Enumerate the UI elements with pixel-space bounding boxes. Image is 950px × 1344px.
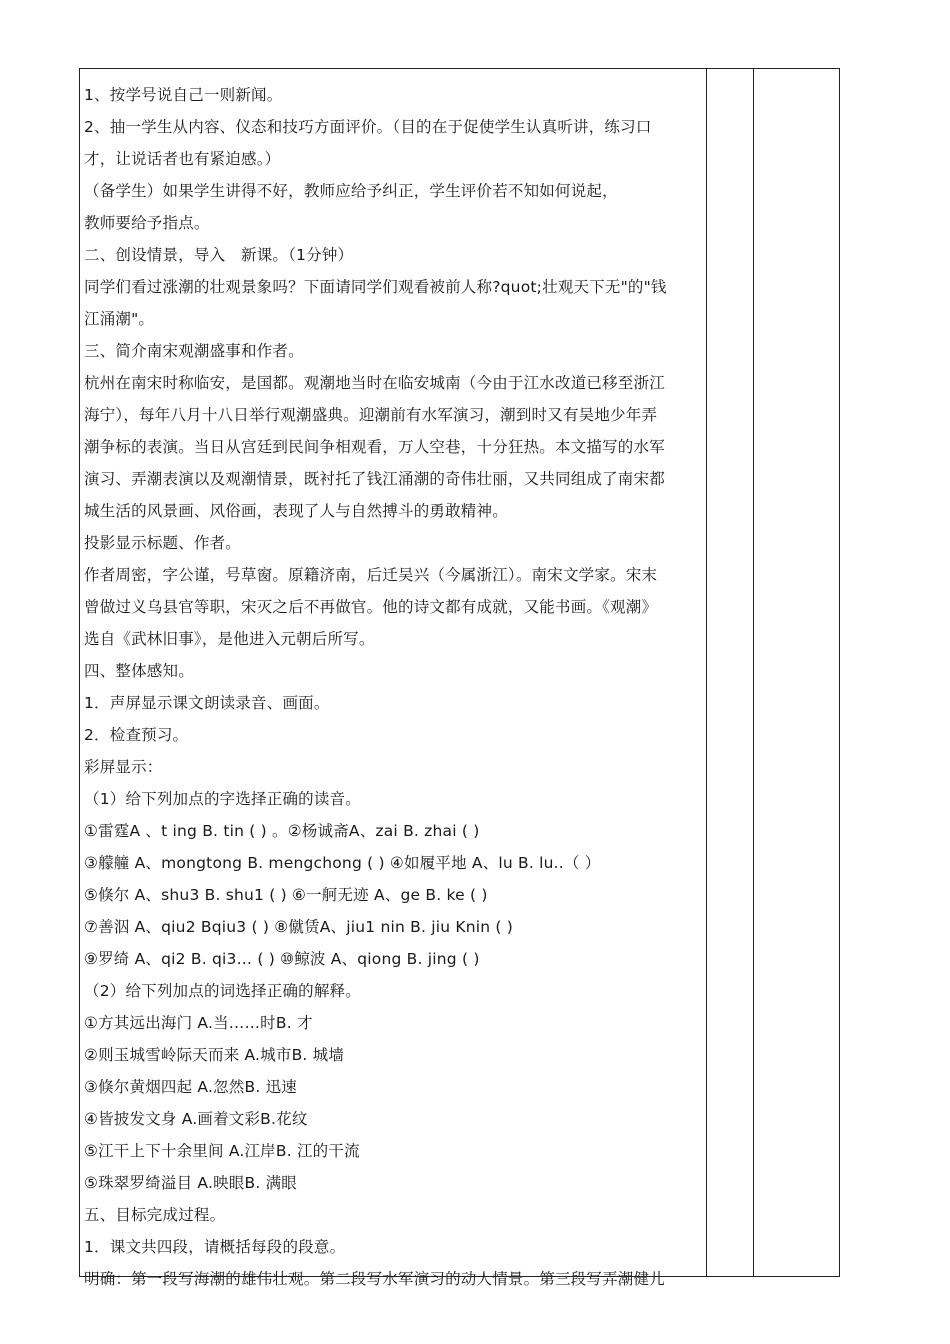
text-line: 1．声屏显示课文朗读录音、画面。 (84, 694, 330, 712)
text-line: 作者周密，字公谨，号草窗。原籍济南，后迁吴兴（今属浙江）。南宋文学家。宋末 (84, 566, 658, 584)
exercise-item: ⑤珠翠罗绮溢目 A.映眼B. 满眼 (84, 1174, 297, 1192)
text-line: 彩屏显示： (84, 758, 163, 776)
lesson-content-cell (84, 80, 706, 1288)
exercise-item: ⑤倏尔 A、shu3 B. shu1 ( ) ⑥一舸无迹 A、ge B. ke ( ) (84, 886, 488, 904)
text-line: 才，让说话者也有紧迫感。） (84, 150, 281, 168)
text-line: 1．课文共四段，请概括每段的段意。 (84, 1238, 346, 1256)
text-line: （备学生）如果学生讲得不好，教师应给予纠正，学生评价若不知如何说起， (84, 182, 618, 200)
text-line: 曾做过义乌县官等职，宋灭之后不再做官。他的诗文都有成就，又能书画。《观潮》 (84, 598, 658, 616)
text-line: 明确：第一段写海潮的雄伟壮观。第二段写水军演习的动人情景。第三段写弄潮健儿 (84, 1270, 665, 1288)
exercise-item: ①方其远出海门 A.当……时B. 才 (84, 1014, 313, 1032)
text-line: 1、按学号说自己一则新闻。 (84, 86, 283, 104)
text-line: 潮争标的表演。当日从宫廷到民间争相观看，万人空巷，十分狂热。本文描写的水军 (84, 438, 665, 456)
exercise-item: ②则玉城雪岭际天而来 A.城市B. 城墙 (84, 1046, 345, 1064)
exercise-item: ①雷霆A 、t ing B. tin ( ) 。②杨诚斋A、zai B. zhai ( ) (84, 822, 480, 840)
text-line: 2．检查预习。 (84, 726, 189, 744)
text-line: 选自《武林旧事》，是他进入元朝后所写。 (84, 630, 375, 648)
text-line: 投影显示标题、作者。 (84, 534, 242, 552)
exercise-item: ④皆披发文身 A.画着文彩B.花纹 (84, 1110, 308, 1128)
text-line: 城生活的风景画、风俗画，表现了人与自然搏斗的勇敢精神。 (84, 502, 508, 520)
table-column-divider (753, 68, 754, 1277)
text-line: 杭州在南宋时称临安，是国都。观潮地当时在临安城南（今由于江水改道已移至浙江 (84, 374, 665, 392)
exercise-item: ③艨艟 A、mongtong B. mengchong ( ) ④如履平地 A、lu B. lu..（ ） (84, 854, 601, 872)
exercise-heading: （1）给下列加点的字选择正确的读音。 (84, 790, 361, 808)
table-column-divider (706, 68, 707, 1277)
exercise-heading: （2）给下列加点的词选择正确的解释。 (84, 982, 361, 1000)
exercise-item: ⑨罗绮 A、qi2 B. qi3… ( ) ⑩鲸波 A、qiong B. jing ( ) (84, 950, 480, 968)
section-heading: 三、简介南宋观潮盛事和作者。 (84, 342, 304, 360)
text-line: 演习、弄潮表演以及观潮情景，既衬托了钱江涌潮的奇伟壮丽，又共同组成了南宋都 (84, 470, 665, 488)
text-line: 江涌潮"。 (84, 310, 155, 328)
text-line: 教师要给予指点。 (84, 214, 210, 232)
text-line: 2、抽一学生从内容、仪态和技巧方面评价。（目的在于促使学生认真听讲，练习口 (84, 118, 652, 136)
section-heading: 四、整体感知。 (84, 662, 194, 680)
exercise-item: ③倏尔黄烟四起 A.忽然B. 迅速 (84, 1078, 297, 1096)
exercise-item: ⑤江干上下十余里间 A.江岸B. 江的干流 (84, 1142, 360, 1160)
section-heading: 五、目标完成过程。 (84, 1206, 226, 1224)
text-line: 同学们看过涨潮的壮观景象吗？下面请同学们观看被前人称?quot;壮观天下无"的"钱 (84, 278, 667, 296)
section-heading: 二、创设情景，导入 新课。（1分钟） (84, 246, 354, 264)
exercise-item: ⑦善泅 A、qiu2 Bqiu3 ( ) ⑧僦赁A、jiu1 nin B. jiu Knin ( ) (84, 918, 514, 936)
text-line: 海宁），每年八月十八日举行观潮盛典。迎潮前有水军演习，潮到时又有吴地少年弄 (84, 406, 658, 424)
